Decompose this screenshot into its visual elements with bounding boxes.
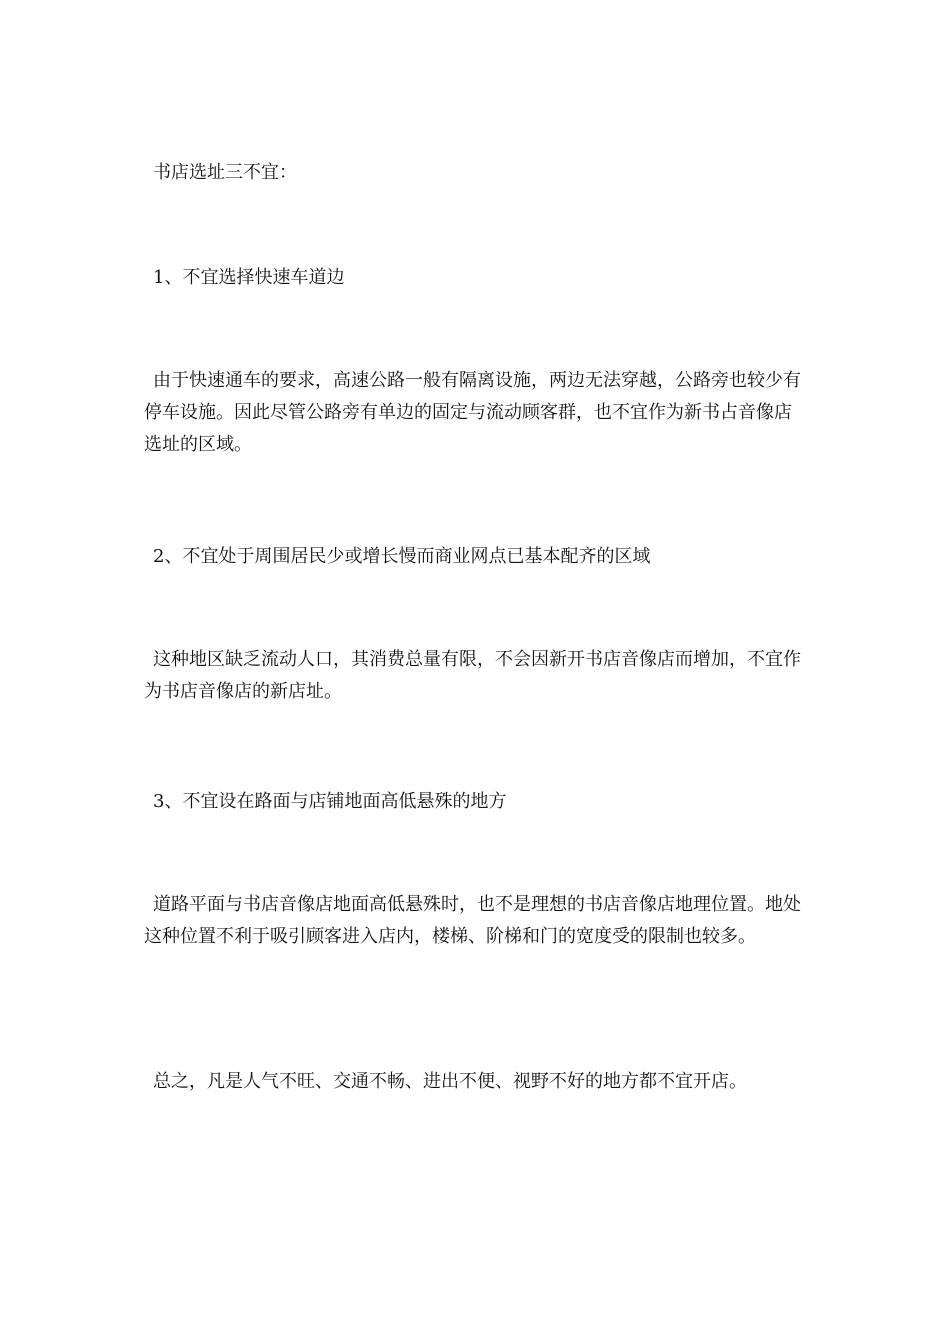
item-2-body: 这种地区缺乏流动人口，其消费总量有限，不会因新开书店音像店而增加，不宜作为书店音像店的新店址。 bbox=[144, 649, 801, 702]
item-1-heading: 1、不宜选择快速车道边 bbox=[153, 267, 345, 288]
document-title: 书店选址三不宜： bbox=[153, 162, 297, 183]
conclusion: 总之，凡是人气不旺、交通不畅、进出不便、视野不好的地方都不宜开店。 bbox=[153, 1071, 747, 1092]
item-3-body: 道路平面与书店音像店地面高低悬殊时，也不是理想的书店音像店地理位置。地处这种位置不利于吸引顾客进入店内，楼梯、阶梯和门的宽度受的限制也较多。 bbox=[144, 894, 801, 947]
item-2-heading: 2、不宜处于周围居民少或增长慢而商业网点已基本配齐的区域 bbox=[153, 546, 651, 567]
item-3-heading: 3、不宜设在路面与店铺地面高低悬殊的地方 bbox=[153, 791, 507, 812]
item-1-body: 由于快速通车的要求，高速公路一般有隔离设施，两边无法穿越，公路旁也较少有停车设施。因此尽管公路旁有单边的固定与流动顾客群，也不宜作为新书占音像店选址的区域。 bbox=[144, 370, 801, 455]
